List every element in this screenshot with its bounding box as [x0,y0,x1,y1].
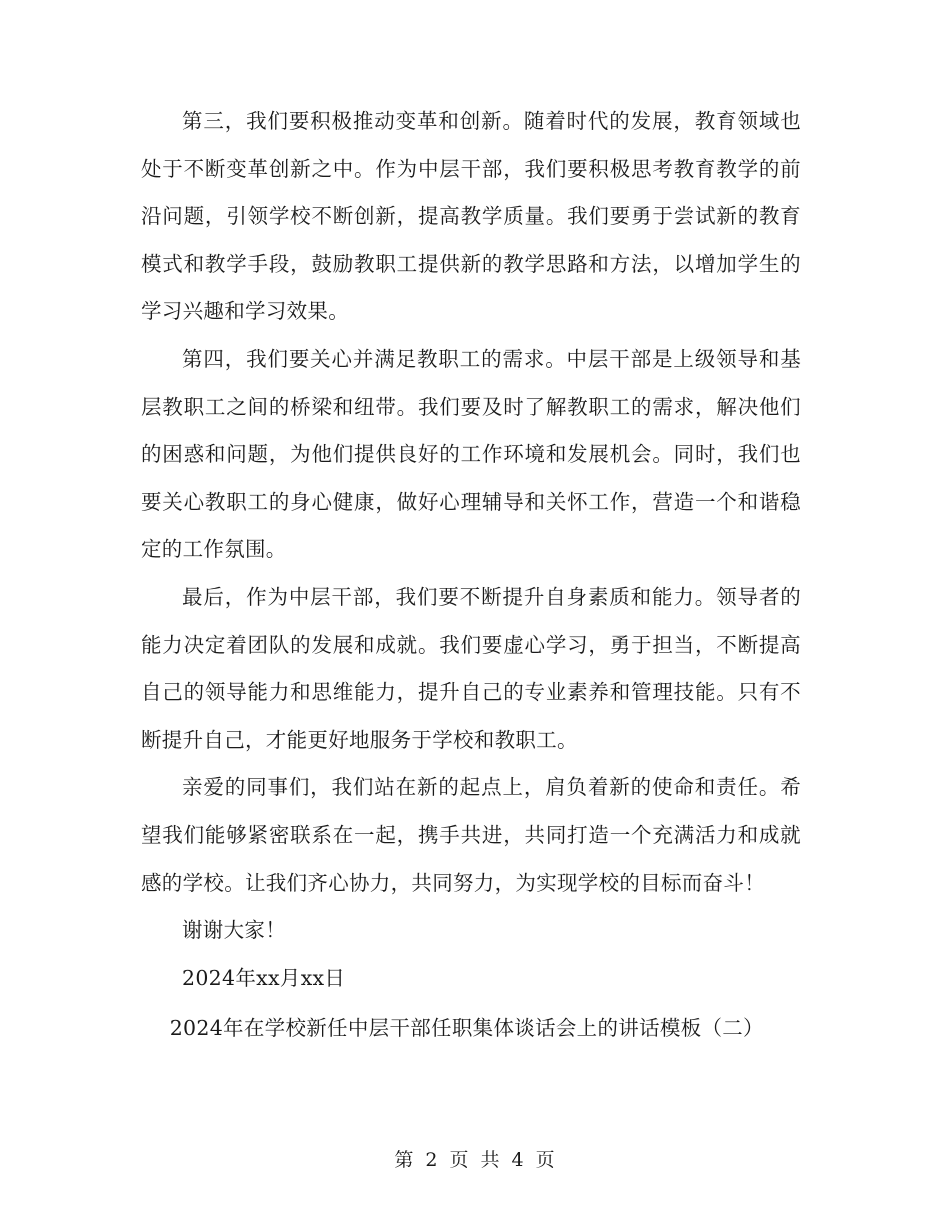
document-body [141,98,801,1048]
paragraph-third: 第三，我们要积极推动变革和创新。随着时代的发展，教育领域也处于不断变革创新之中。作为中层干部，我们要积极思考教育教学的前沿问题，引领学校不断创新，提高教学质量。我们要勇于尝试新的教育模式和教学手段，鼓励教职工提供新的教学思路和方法，以增加学生的学习兴趣和学习效果。 [141,109,801,324]
paragraph-fourth: 第四，我们要关心并满足教职工的需求。中层干部是上级领导和基层教职工之间的桥梁和纽带。我们要及时了解教职工的需求，解决他们的困惑和问题，为他们提供良好的工作环境和发展机会。同时，我们也要关心教职工的身心健康，做好心理辅导和关怀工作，营造一个和谐稳定的工作氛围。 [141,346,801,562]
paragraph-closing: 亲爱的同事们，我们站在新的起点上，肩负着新的使命和责任。希望我们能够紧密联系在一起，携手共进，共同打造一个充满活力和成就感的学校。让我们齐心协力，共同努力，为实现学校的目标而奋斗！ [141,775,801,895]
page-number-footer: 第 2 页 共 4 页 [394,1149,556,1171]
date-line: 2024年xx月xx日 [182,965,346,990]
next-section-title: 2024年在学校新任中层干部任职集体谈话会上的讲话模板（二） [169,1016,764,1041]
paragraph-finally: 最后，作为中层干部，我们要不断提升自身素质和能力。领导者的能力决定着团队的发展和成就。我们要虚心学习，勇于担当，不断提高自己的领导能力和思维能力，提升自己的专业素养和管理技能。只有不断提升自己，才能更好地服务于学校和教职工。 [141,584,801,752]
thanks-line: 谢谢大家！ [182,918,286,943]
